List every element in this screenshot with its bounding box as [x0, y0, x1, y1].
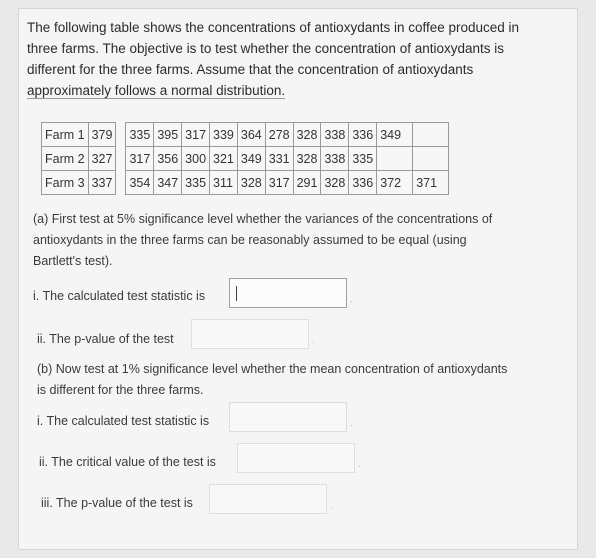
text-cursor	[236, 286, 237, 301]
table-cell: 364	[237, 123, 265, 147]
table-cell: 335	[182, 171, 210, 195]
part-a-p-value-input[interactable]	[191, 319, 309, 349]
punct-dot: .	[312, 335, 315, 345]
part-b-q3-label: iii. The p-value of the test is	[41, 496, 193, 510]
part-b-q1-label: i. The calculated test statistic is	[37, 414, 210, 428]
table-cell: 338	[321, 147, 349, 171]
table-cell: 349	[377, 123, 413, 147]
table-cell: 291	[293, 171, 321, 195]
table-cell: 379	[88, 123, 116, 147]
table-cell: 395	[154, 123, 182, 147]
part-a-line-3: Bartlett's test).	[33, 254, 113, 268]
table-cell: 338	[321, 123, 349, 147]
table-cell: 354	[126, 171, 154, 195]
part-a-test-statistic-input[interactable]	[229, 278, 347, 308]
table-cell	[413, 147, 449, 171]
table-cell: 331	[265, 147, 293, 171]
punct-dot: .	[358, 459, 361, 469]
part-b-p-value-input[interactable]	[209, 484, 327, 514]
intro-line-1: The following table shows the concentrations of antioxydants in coffee produced in	[27, 20, 520, 35]
table-cell: 336	[349, 171, 377, 195]
table-cell: 317	[182, 123, 210, 147]
table-cell	[413, 123, 449, 147]
part-b-line-2: is different for the three farms.	[37, 383, 204, 397]
table-cell: 328	[237, 171, 265, 195]
punct-dot: .	[350, 418, 353, 428]
intro-line-2: three farms. The objective is to test whether the concentration of antioxydants is	[27, 41, 505, 56]
table-cell: 336	[349, 123, 377, 147]
table-row	[42, 123, 449, 147]
part-b-prompt	[37, 359, 567, 401]
table-cell: 278	[265, 123, 293, 147]
part-a-q1-label: i. The calculated test statistic is	[33, 289, 206, 303]
question-intro	[27, 17, 549, 101]
table-cell	[377, 147, 413, 171]
table-cell: 317	[265, 171, 293, 195]
table-row	[42, 147, 449, 171]
table-cell: 337	[88, 171, 116, 195]
table-cell: 371	[413, 171, 449, 195]
column-gap	[116, 123, 126, 147]
part-a-prompt	[33, 209, 563, 272]
part-a-q2-label: ii. The p-value of the test	[37, 332, 174, 346]
table-cell: 335	[126, 123, 154, 147]
table-cell: 356	[154, 147, 182, 171]
table-cell: 311	[210, 171, 238, 195]
part-b-q2-label: ii. The critical value of the test is	[39, 455, 216, 469]
intro-line-3: different for the three farms. Assume that the concentration of antioxydants	[27, 62, 474, 77]
punct-dot: .	[350, 294, 353, 304]
table-cell: 317	[126, 147, 154, 171]
concentration-table	[41, 122, 449, 195]
punct-dot: .	[330, 500, 333, 510]
table-cell: 321	[210, 147, 238, 171]
table-cell: 372	[377, 171, 413, 195]
intro-line-4-text: approximately follows a normal distribution.	[27, 83, 286, 98]
table-cell: 300	[182, 147, 210, 171]
part-b-line-1: (b) Now test at 1% significance level whether the mean concentration of antioxydants	[37, 362, 508, 376]
table-row	[42, 171, 449, 195]
table-cell: 335	[349, 147, 377, 171]
table-cell: 328	[293, 123, 321, 147]
column-gap	[116, 171, 126, 195]
table-cell: 327	[88, 147, 116, 171]
table-cell: 328	[321, 171, 349, 195]
row-label: Farm 1	[42, 123, 89, 147]
part-b-critical-value-input[interactable]	[237, 443, 355, 473]
table-cell: 349	[237, 147, 265, 171]
table-cell: 339	[210, 123, 238, 147]
intro-line-4	[27, 80, 549, 101]
table-cell: 347	[154, 171, 182, 195]
row-label: Farm 3	[42, 171, 89, 195]
question-panel	[18, 8, 578, 550]
part-a-line-1: (a) First test at 5% significance level whether the variances of the concentrations of	[33, 212, 493, 226]
column-gap	[116, 147, 126, 171]
row-label: Farm 2	[42, 147, 89, 171]
table-cell: 328	[293, 147, 321, 171]
part-a-line-2: antioxydants in the three farms can be reasonably assumed to be equal (using	[33, 233, 467, 247]
part-b-test-statistic-input[interactable]	[229, 402, 347, 432]
